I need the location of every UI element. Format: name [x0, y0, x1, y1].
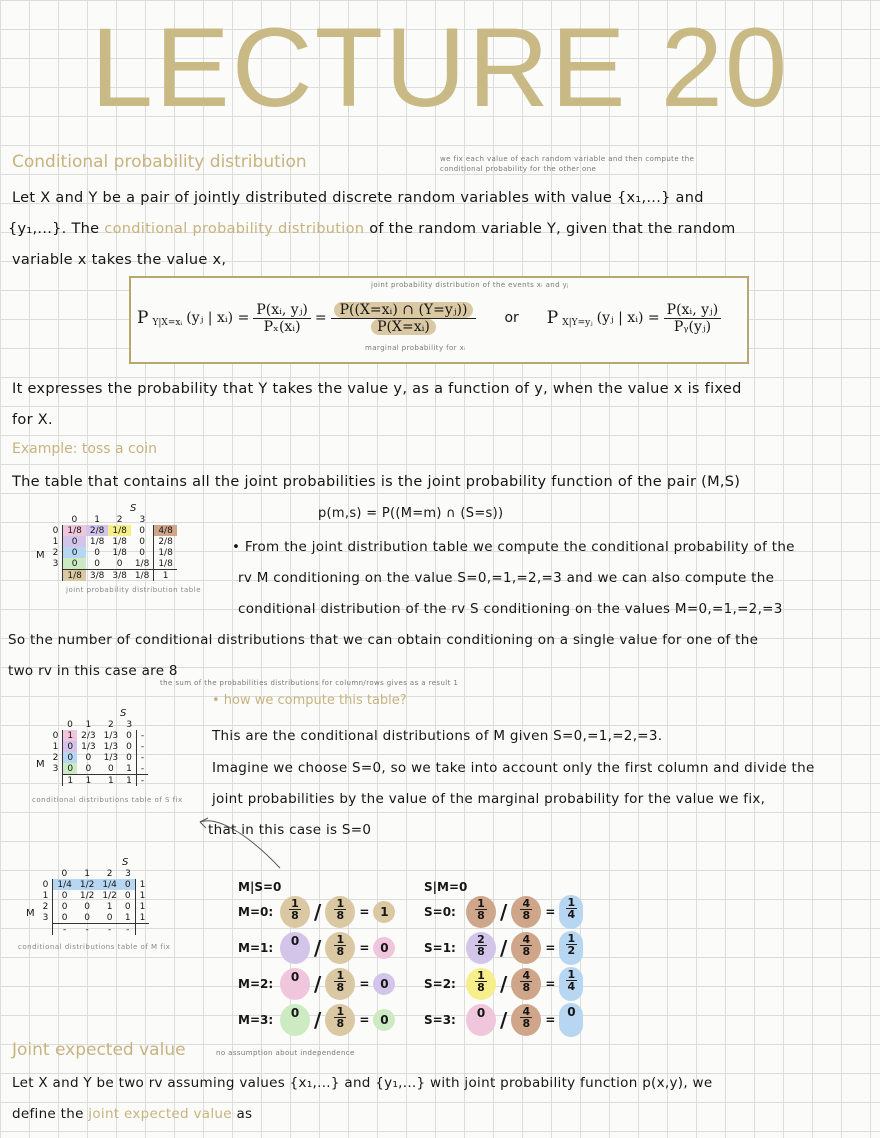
table-cell: 0	[126, 730, 132, 741]
table-cell: 1/8	[112, 536, 127, 547]
conditional-table-s	[32, 708, 183, 804]
table-row	[49, 558, 177, 570]
table-cell: 0	[63, 547, 86, 558]
row-header: 3	[52, 558, 59, 569]
row-header	[49, 570, 63, 582]
table-cell: 1/8	[134, 558, 150, 569]
table-cell: 1/8	[89, 536, 105, 547]
table-cell: 0	[139, 547, 145, 558]
t2-desc2: Imagine we choose S=0, so we take into account only the first column and divide the	[212, 760, 815, 776]
t2-desc1: This are the conditional distributions of M given S=0,=1,=2,=3.	[212, 728, 663, 744]
so-line1: So the number of conditional distributions that we can obtain conditioning on a single value for one of the	[8, 632, 759, 648]
table-row	[39, 924, 150, 936]
table-row	[49, 536, 177, 547]
so-line2: two rv in this case are 8	[8, 663, 178, 679]
section2-line2: define the joint expected value as	[12, 1106, 253, 1122]
t2-desc3: joint probabilities by the value of the marginal probability for the value we fix,	[212, 791, 766, 807]
table-cell: 1	[126, 763, 132, 774]
table-row	[49, 763, 148, 775]
row-header: 0	[42, 879, 49, 890]
table3-m-label: M	[26, 908, 35, 919]
table-row	[49, 775, 148, 787]
table-row	[49, 570, 177, 582]
table-cell: 1/3	[103, 752, 119, 763]
table-cell: 1	[63, 775, 77, 787]
row-header: 2	[42, 901, 49, 912]
table1	[49, 514, 177, 581]
table-row	[39, 890, 150, 901]
table-cell: 0	[85, 752, 92, 763]
col-header	[154, 514, 177, 525]
calc-row: M=3: 0 / $\frac{1}{8}$ = 0	[238, 1002, 395, 1038]
table-cell: 1/8	[108, 525, 130, 536]
conditional-table-m	[18, 857, 171, 951]
row-header: 2	[52, 547, 59, 558]
table-cell: -	[136, 775, 148, 787]
section2-line1: Let X and Y be two rv assuming values {x₁,...} and {y₁,...} with joint probability function p(x,y), we	[12, 1075, 713, 1091]
calc-m-given-s	[238, 880, 395, 1038]
calc-row: M=1: 0 / $\frac{1}{8}$ = 0	[238, 930, 395, 966]
table-cell: 4/8	[154, 525, 177, 536]
col-header: 1	[85, 719, 92, 730]
para2-line2: for X.	[12, 412, 53, 428]
calc-row: S=1: $\frac{2}{8}$ / $\frac{4}{8}$ = $\frac{1}{2}$	[424, 930, 583, 966]
row-header	[49, 775, 63, 787]
table-cell: 1/8	[112, 547, 127, 558]
table-row	[49, 730, 148, 741]
t1-desc3: conditional distribution of the rv S conditioning on the values M=0,=1,=2,=3	[238, 601, 783, 617]
table-cell: 0	[63, 558, 86, 570]
table-cell: 2/8	[154, 536, 177, 547]
row-header: 2	[52, 752, 59, 763]
table-cell: -	[53, 924, 76, 936]
table-cell: 1/8	[154, 547, 177, 558]
row-header: 1	[52, 536, 59, 547]
table-cell: -	[136, 752, 148, 763]
table-cell: 0	[116, 558, 123, 569]
table-cell: 0	[139, 536, 145, 547]
calc-row: S=0: $\frac{1}{8}$ / $\frac{4}{8}$ = $\frac{1}{4}$	[424, 894, 583, 930]
table-cell: 0	[121, 879, 135, 890]
formula-note-bottom: marginal probability for xᵢ	[365, 344, 466, 352]
table-cell: -	[76, 924, 98, 936]
table-cell: 0	[126, 741, 132, 752]
table-cell: 0	[107, 763, 114, 774]
section-heading-joint-expected: Joint expected value	[12, 1040, 186, 1060]
table-cell: 1/3	[103, 741, 119, 752]
table-cell: -	[136, 741, 148, 752]
calc-row: M=0: $\frac{1}{8}$ / $\frac{1}{8}$ = 1	[238, 894, 395, 930]
table-cell: 0	[124, 890, 131, 901]
calc-row: M=2: 0 / $\frac{1}{8}$ = 0	[238, 966, 395, 1002]
col-header: 0	[61, 868, 68, 879]
col-header: 3	[125, 868, 131, 879]
t1-desc2: rv M conditioning on the value S=0,=1,=2,=3 and we can also compute the	[238, 570, 775, 586]
table-cell: 0	[53, 901, 76, 912]
table-row	[49, 752, 148, 763]
table-cell: 0	[53, 890, 76, 901]
table-cell: -	[136, 763, 148, 775]
highlight-conditional-distribution: conditional probability distribution	[104, 221, 365, 237]
table-cell: 1/8	[154, 558, 177, 570]
table-cell: 0	[139, 525, 145, 536]
formula-note-top: joint probability distribution of the events xᵢ and yⱼ	[371, 281, 569, 289]
t2-desc4: that in this case is S=0	[208, 822, 372, 838]
table-cell: 1/2	[79, 890, 95, 901]
table-cell: 1	[154, 570, 177, 582]
table-cell: 1	[135, 912, 149, 924]
col-header: 2	[107, 719, 114, 730]
table-cell: 0	[106, 912, 113, 923]
table-cell: -	[121, 924, 135, 936]
para2-line1: It expresses the probability that Y takes the value y, as a function of y, when the value x is fixed	[12, 381, 742, 397]
table3	[39, 868, 150, 935]
col-header: 1	[84, 868, 90, 879]
calcB-title: S|M=0	[424, 880, 468, 894]
table-cell: 3/8	[86, 570, 108, 582]
para1-line3: variable x takes the value x,	[12, 252, 227, 268]
highlight-joint-expected: joint expected value	[88, 1106, 232, 1122]
table-cell: 1	[63, 730, 77, 741]
col-header: 3	[139, 514, 146, 525]
table-cell: 1	[124, 912, 131, 923]
how-question: • how we compute this table?	[212, 693, 407, 708]
table-cell: 0	[124, 901, 131, 912]
calc-row: S=2: $\frac{1}{8}$ / $\frac{4}{8}$ = $\frac{1}{4}$	[424, 966, 583, 1002]
section-heading-conditional: Conditional probability distribution	[12, 152, 307, 172]
col-header: 3	[126, 719, 133, 730]
table-cell: 1/3	[81, 741, 96, 752]
table-cell: 1/3	[103, 730, 119, 741]
table-cell: 1	[135, 879, 149, 890]
table-row	[49, 741, 148, 752]
table-cell: 0	[63, 752, 77, 763]
formula-box	[129, 276, 749, 364]
table-cell: 1/2	[102, 890, 117, 901]
table-cell: 0	[63, 741, 77, 752]
table-cell: 0	[84, 901, 90, 912]
row-header: 1	[52, 741, 59, 752]
table3-s-label: S	[122, 857, 129, 868]
table2	[49, 719, 148, 786]
table-cell: 0	[63, 536, 86, 547]
para1-line2: {y₁,...}. The conditional probability distribution of the random variable Y, given that the random	[8, 221, 736, 237]
example-heading: Example: toss a coin	[12, 441, 158, 457]
table-cell: 1/4	[53, 879, 76, 890]
row-header: 1	[42, 890, 49, 901]
calc-row: S=3: 0 / $\frac{4}{8}$ = 0	[424, 1002, 583, 1038]
table-cell: 1/2	[76, 879, 98, 890]
row-header: 3	[42, 912, 49, 923]
table-cell: 1/8	[63, 525, 86, 536]
col-header: 1	[94, 514, 100, 525]
table1-caption: joint probability distribution table	[66, 586, 201, 594]
table-cell: 0	[94, 558, 100, 569]
joint-pmf-formula: p(m,s) = P((M=m) ∩ (S=s))	[318, 506, 504, 521]
table2-caption: conditional distributions table of S fix	[32, 796, 183, 804]
page-title: LECTURE 20	[90, 5, 790, 130]
example-line1: The table that contains all the joint probabilities is the joint probability function of the pair (M,S)	[12, 474, 741, 490]
table-cell: 0	[94, 547, 100, 558]
para1-line1: Let X and Y be a pair of jointly distributed discrete random variables with value {x₁,...} and	[12, 190, 704, 206]
table-cell: -	[98, 924, 120, 936]
table-cell: 2/8	[86, 525, 108, 536]
table3-caption: conditional distributions table of M fix	[18, 943, 171, 951]
table-cell: 3/8	[108, 570, 130, 582]
table-row	[39, 901, 150, 912]
table-cell: 2/3	[81, 730, 96, 741]
col-header: 0	[71, 514, 78, 525]
table-cell: 0	[53, 912, 76, 924]
table-row	[39, 879, 150, 890]
row-header: 0	[52, 730, 59, 741]
table-cell: 1	[135, 901, 149, 912]
calcA-title: M|S=0	[238, 880, 282, 894]
table-row	[49, 525, 177, 536]
t1-desc1: • From the joint distribution table we compute the conditional probability of the	[232, 539, 795, 555]
row-header	[39, 924, 53, 936]
joint-distribution-table	[36, 503, 201, 594]
table-cell: 1/8	[131, 570, 154, 582]
col-header: 2	[106, 868, 113, 879]
table1-s-label: S	[130, 503, 137, 514]
table-cell: 1	[100, 775, 122, 787]
col-header: 0	[67, 719, 73, 730]
section2-note: no assumption about independence	[216, 1049, 355, 1057]
formula-conditional: P $_{Y|X=xᵢ}$ (yⱼ | xᵢ) = $\frac{\text{P(xᵢ, yⱼ)}}{\text{Pₓ(xᵢ)}}$ = $\frac{\text{P((X=xᵢ) ∩ (Y=yⱼ))}}{\text{P(X=xᵢ)}}$ or P $_{X|Y=yⱼ}$ (yⱼ | xᵢ) = $\frac{\text{P(xᵢ, yⱼ)}}{\text{Pᵧ(yⱼ)}}$	[137, 296, 721, 340]
table-cell: 0	[126, 752, 132, 763]
table-cell: 1/8	[63, 570, 86, 582]
table-cell: 1/4	[98, 879, 120, 890]
table2-s-label: S	[120, 708, 127, 719]
col-header: 2	[116, 514, 123, 525]
table-cell: 1	[106, 901, 113, 912]
table-row	[49, 547, 177, 558]
t2-note: the sum of the probabilities distributions for column/rows gives as a result 1	[160, 679, 459, 687]
table-cell: 1	[77, 775, 99, 787]
table-cell: 0	[84, 912, 90, 923]
table1-m-label: M	[36, 550, 45, 561]
table-cell: 1	[122, 775, 136, 787]
table-cell	[135, 924, 149, 936]
table-cell: 0	[85, 763, 92, 774]
table-cell: 0	[63, 763, 77, 775]
table-cell: 1	[135, 890, 149, 901]
row-header: 3	[52, 763, 59, 774]
row-header: 0	[52, 525, 59, 536]
table-row	[39, 912, 150, 924]
calc-s-given-m	[424, 880, 583, 1038]
table2-m-label: M	[36, 759, 45, 770]
table-cell: -	[136, 730, 148, 741]
side-note: we fix each value of each random variable and then compute the conditional probability for the other one	[440, 155, 695, 173]
